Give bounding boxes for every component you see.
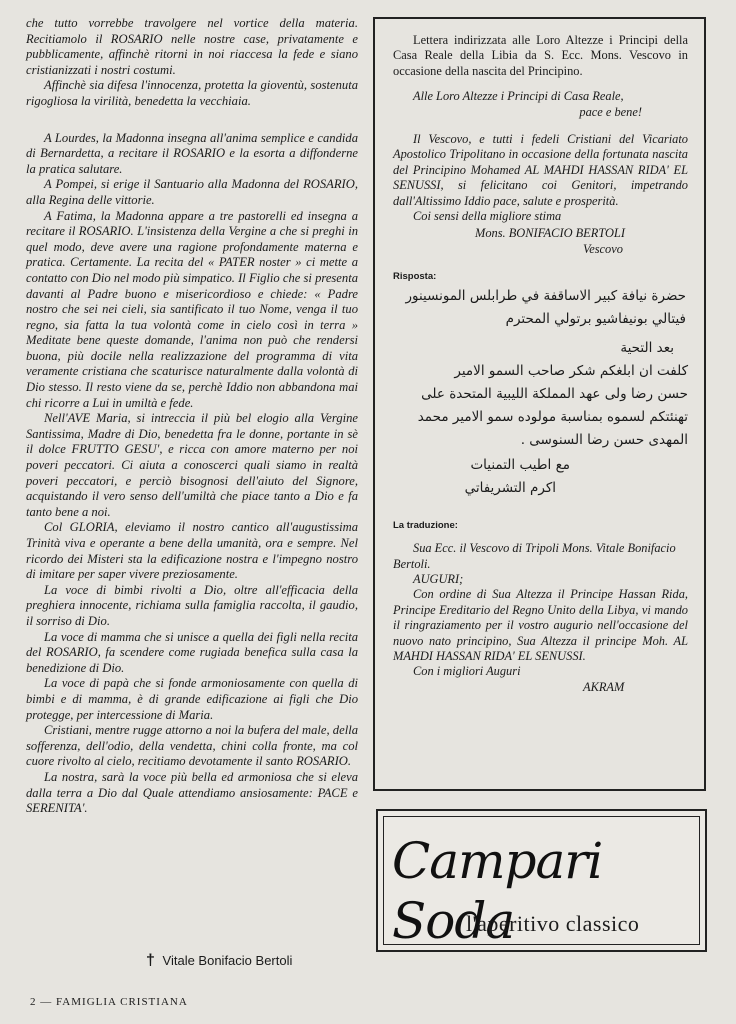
letter-signer-title: Vescovo [583,241,623,256]
ad-tagline: l'aperitivo classico [466,911,640,936]
article-paragraph: La voce di bimbi rivolti a Dio, oltre all'efficacia della preghiera innocente, richiama sulla famiglia raccolta, il gaudio, il sorriso di Dio. [26,582,358,628]
letter-body: Il Vescovo, e tutti i fedeli Cristiani del Vicariato Apostolico Tripolitano in occasione della fortunata nascita del Principino Mohamed AL MAHDI HASSAN RIDA' EL SENUSSI, si felicitano coi Genitori, impetrando dall'Altissimo Iddio pace, salute e prosperità. [393,132,688,208]
article-paragraph: Nell'AVE Maria, si intreccia il più bel elogio alla Vergine Santissima, Madre di Dio, benedetta fra le donne, portante in sè il dolce FRUTTO GESU', e ricca con amore materno per noi poveri peccatori. Ci aiuta a conoscerci quali siamo in realtà poveri peccatori, e perciò bisognosi dell'aiuto del Signore, acquistando il vero senso dell'umiltà che piace tanto a Dio e fa tanto bene a noi. [26,411,358,519]
letter-closing: Coi sensi della migliore stima [413,209,562,224]
arabic-signer: اكرم التشريفاتي [464,479,556,496]
article-paragraph: Col GLORIA, eleviamo il nostro cantico all'augustissima Trinità viva e operante a bene della umanità, ora e sempre. Nel ricordo dei Misteri sta la edificazione nostra e l'impegno nostro di imitare per saper vivere preziosamente. [26,520,358,582]
arabic-greeting: بعد التحية [620,339,674,356]
translation-auguri: AUGURI; [413,571,464,586]
campari-advertisement [376,809,707,952]
article-paragraph: A Fatima, la Madonna appare a tre pastorelli ed insegna a recitare il ROSARIO. L'insistenza della Vergine a che si preghi in quel modo, deve avere una ragione profondamente materna e pratica. Certamente. La recita del « PATER noster » ci mette a contatto con Dio nel modo più simpatico. Il Figlio che si presenta davanti al Padre buono e misericordioso e chiede: « Padre nostro che sei nei cieli, sia santificato il tuo Nome, venga il tuo regno, sia fatta la tua volontà come in cielo così in terra » Meditate bene queste domande, l'anima non può che rendersi buona, più docile nella realizzazione del programma di vita veramente cristiana che scaturisce naturalmente dalla volontà di Dio stesso. Il resto viene da se, perchè Iddio non abbandona mai chi ricorre a Lui in umiltà e fede. [26,208,358,410]
article-paragraph: A Pompei, si erige il Santuario alla Madonna del ROSARIO, alla Regina delle vittorie. [26,177,358,207]
arabic-address: فيتالي بونيفاشيو برتولي المحترم [505,310,686,327]
translation-closing: Con i migliori Auguri [413,664,521,679]
arabic-address: حضرة نيافة كبير الاساقفة في طرابلس المونسينور [405,287,686,304]
letter-intro: Lettera indirizzata alle Loro Altezze i Principi della Casa Reale della Libia da S. Ecc. Mons. Vescovo in occasione della nascita del Principino. [393,33,688,78]
translation-body: Con ordine di Sua Altezza il Principe Hassan Rida, Principe Ereditario del Regno Unito della Libya, vi mando il ringraziamento per il vostro augurio nell'occasione del nuovo nato principino, Sua Altezza il principe Moh. AL MAHDI HASSAN RIDA' EL SENUSSI. [393,587,688,663]
ad-brand-logo: Campari Soda [392,832,603,950]
letter-salutation: Alle Loro Altezze i Principi di Casa Reale, [413,89,624,104]
translation-label: La traduzione: [393,519,458,531]
article-paragraph: Affinchè sia difesa l'innocenza, protetta la gioventù, sostenuta rigogliosa la virilità, benedetta la vecchiaia. [26,78,358,108]
arabic-body-line: كلفت ان ابلغكم شكر صاحب السمو الامير [454,362,688,379]
letter-signer-name: Mons. BONIFACIO BERTOLI [475,226,625,241]
article-paragraph: Cristiani, mentre rugge attorno a noi la bufera del male, della sofferenza, dell'odio, della vendetta, chini colla fronte, ma col cuore rivolto al cielo, recitiamo devotamente il santo ROSARIO. [26,723,358,769]
article-paragraph: La nostra, sarà la voce più bella ed armoniosa che si eleva dalla terra a Dio dal Quale attendiamo ansiosamente: PACE e SERENITA'. [26,769,358,816]
reply-label: Risposta: [393,271,437,283]
translation-signer: AKRAM [583,679,625,694]
cross-icon: † [146,952,155,969]
page-footer: 2 — FAMIGLIA CRISTIANA [30,996,188,1008]
article-paragraph: La voce di papà che si fonde armoniosamente con quella di bimbi e di mamma, è di grande edificazione ai figli che Dio protegge, per intercessione di Maria. [26,676,358,722]
letter-box [373,17,706,791]
translation-header: Sua Ecc. il Vescovo di Tripoli Mons. Vitale Bonifacio Bertoli. [393,541,676,571]
article-paragraph: A Lourdes, la Madonna insegna all'anima semplice e candida di Bernardetta, a recitare il ROSARIO e la esorta a diffonderne la pratica salutare. [26,130,358,176]
arabic-body-line: حسن رضا ولى عهد المملكة الليبية المتحدة على [421,385,688,402]
article-paragraph: che tutto vorrebbe travolgere nel vortice della materia. Recitiamolo il ROSARIO nelle nostre case, privatamente e pubblicamente, affinchè ritorni in noi riaccesa la fede e siano cristianizzati i nostri costumi. [26,16,358,77]
translation [393,541,688,695]
arabic-body-line: المهدى حسن رضا السنوسى . [520,431,688,448]
arabic-body-line: تهنئتكم لسموه بمناسبة مولوده سمو الامير محمد [417,408,688,425]
arabic-closing: مع اطيب التمنيات [470,456,570,473]
article-paragraph: La voce di mamma che si unisce a quella dei figli nella recita del ROSARIO, fa scendere come rugiada benefica sulla casa la benedizione di Dio. [26,629,358,675]
article-signature [146,952,366,970]
letter-salutation-2: pace e bene! [579,104,642,119]
signature-name: Vitale Bonifacio Bertoli [162,953,293,968]
article-column [26,16,358,817]
